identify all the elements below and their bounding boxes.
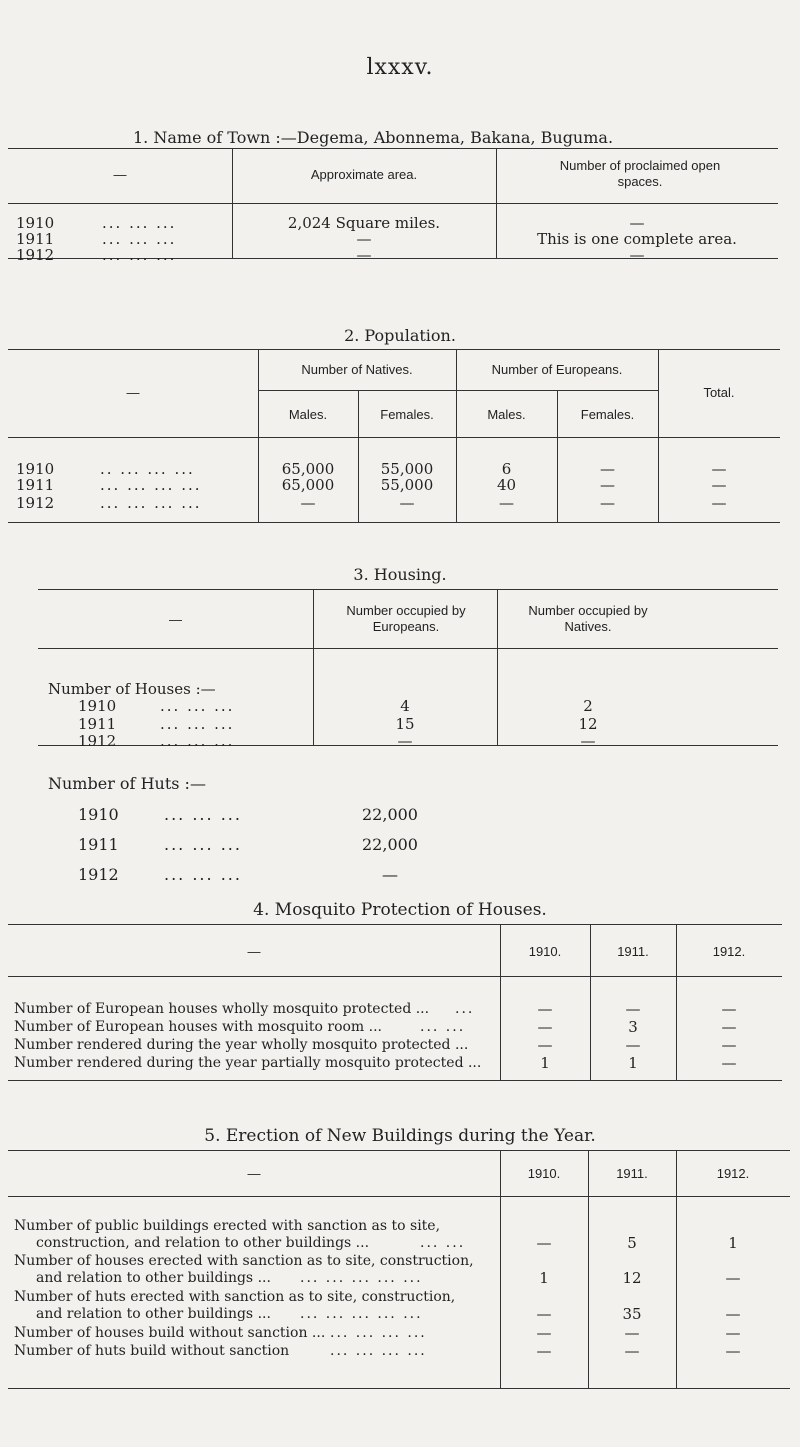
s3-natives: 2 xyxy=(583,697,593,715)
s2-header-blank: — xyxy=(126,385,140,400)
s4-value-1912: — xyxy=(721,1036,737,1054)
s4-row-label: Number of European houses with mosquito room ... xyxy=(14,1019,383,1035)
s2-year: 1910 xyxy=(16,460,55,478)
s3-huts-label: Number of Huts :— xyxy=(48,774,206,793)
huts-value: 22,000 xyxy=(362,835,418,854)
s5-row-label-line1: Number of huts erected with sanction as to site, construction, xyxy=(14,1289,456,1305)
s2-european-females: — xyxy=(600,476,615,494)
s3-top-rule xyxy=(38,589,778,590)
huts-year: 1911 xyxy=(78,835,119,854)
s3-header-rule xyxy=(38,648,778,649)
s4-value-1911: — xyxy=(625,1036,641,1054)
s4-value-1911: 3 xyxy=(628,1018,638,1036)
s4-value-1910: — xyxy=(537,1036,553,1054)
s2-native-males: 65,000 xyxy=(281,460,335,478)
s5-value-1911: — xyxy=(624,1324,640,1342)
s2-subheader-rule xyxy=(258,390,658,391)
s4-value-1910: — xyxy=(537,1018,553,1036)
s5-leader-dots: ... ... xyxy=(420,1235,466,1251)
s5-row-label-line2: and relation to other buildings ... xyxy=(36,1270,271,1286)
s4-row-label: Number of European houses wholly mosquito protected ... xyxy=(14,1001,430,1017)
s2-european-males: 40 xyxy=(496,476,517,494)
s4-row-label: Number rendered during the year wholly mosquito protected ... xyxy=(14,1037,469,1053)
s1-spaces: — xyxy=(629,246,645,264)
s4-value-1912: — xyxy=(721,1054,737,1072)
s1-spaces: — xyxy=(629,214,645,232)
s4-value-1911: 1 xyxy=(628,1054,638,1072)
s1-leader-dots: ... ... ... xyxy=(102,246,177,264)
s5-header-1910: 1910. xyxy=(527,1166,561,1181)
s5-value-1912: — xyxy=(725,1305,741,1323)
s3-year: 1912 xyxy=(78,732,117,750)
s2-header-native-females: Females. xyxy=(380,407,434,422)
s5-value-1912: — xyxy=(725,1342,741,1360)
huts-value: — xyxy=(382,865,398,884)
s3-year: 1910 xyxy=(78,697,117,715)
s5-value-1912: — xyxy=(725,1269,741,1287)
s5-value-1910: — xyxy=(536,1324,552,1342)
s2-header-native-males: Males. xyxy=(288,407,328,422)
s3-leader-dots: ... ... ... xyxy=(160,732,235,750)
s4-value-1910: 1 xyxy=(540,1054,550,1072)
s4-header-1911: 1911. xyxy=(617,944,649,959)
s1-area: 2,024 Square miles. xyxy=(287,214,441,232)
page-number: lxxxv. xyxy=(366,55,434,80)
s5-value-1910: — xyxy=(536,1234,552,1252)
s4-bottom-rule xyxy=(8,1080,782,1081)
s4-header-1912: 1912. xyxy=(712,944,746,959)
huts-leader-dots: ... ... ... xyxy=(164,865,242,884)
s1-header-area: Approximate area. xyxy=(310,167,418,182)
s3-houses-label: Number of Houses :— xyxy=(48,680,216,698)
s5-value-1911: 5 xyxy=(627,1234,637,1252)
s4-value-1912: — xyxy=(721,1018,737,1036)
huts-leader-dots: ... ... ... xyxy=(164,835,242,854)
s5-row-label-line2: and relation to other buildings ... xyxy=(36,1306,271,1322)
s2-native-females: 55,000 xyxy=(380,476,434,494)
s3-leader-dots: ... ... ... xyxy=(160,715,235,733)
s5-row-label-line1: Number of public buildings erected with sanction as to site, xyxy=(14,1218,441,1234)
section2-title: 2. Population. xyxy=(344,326,456,345)
s3-leader-dots: ... ... ... xyxy=(160,697,235,715)
s2-header-european-females: Females. xyxy=(580,407,635,422)
s5-row-label-line1: Number of houses erected with sanction as to site, construction, xyxy=(14,1253,474,1269)
s5-value-1910: — xyxy=(536,1342,552,1360)
s1-area: — xyxy=(356,246,372,264)
s3-year: 1911 xyxy=(78,715,117,733)
s1-leader-dots: ... ... ... xyxy=(102,230,177,248)
s5-value-1911: 12 xyxy=(622,1269,642,1287)
huts-year: 1910 xyxy=(78,805,119,824)
s2-header-rule xyxy=(8,437,780,438)
s2-header-total: Total. xyxy=(703,385,735,400)
s2-header-europeans: Number of Europeans. xyxy=(491,362,623,377)
s5-leader-dots: ... ... ... ... ... xyxy=(300,1270,423,1286)
s3-header-blank: — xyxy=(169,612,182,627)
s3-header-natives: Number occupied by Natives. xyxy=(528,603,648,634)
s1-area: — xyxy=(356,230,372,248)
s5-value-1910: — xyxy=(536,1305,552,1323)
s5-value-1912: 1 xyxy=(728,1234,738,1252)
s4-header-1910: 1910. xyxy=(528,944,562,959)
s2-european-females: — xyxy=(600,494,615,512)
s2-native-males: — xyxy=(300,494,316,512)
s5-leader-dots: ... ... ... ... xyxy=(330,1325,427,1341)
s1-spaces: This is one complete area. xyxy=(537,230,737,248)
s2-total: — xyxy=(711,476,727,494)
s4-top-rule xyxy=(8,924,782,925)
s5-row-label-line2: construction, and relation to other buildings ... xyxy=(36,1235,370,1251)
s1-header-open-spaces: Number of proclaimed open spaces. xyxy=(559,158,721,189)
s4-header-blank: — xyxy=(247,944,261,959)
s1-leader-dots: ... ... ... xyxy=(102,214,177,232)
s2-header-natives: Number of Natives. xyxy=(301,362,413,377)
huts-value: 22,000 xyxy=(362,805,418,824)
s5-leader-dots: ... ... ... ... ... xyxy=(300,1306,423,1322)
s4-value-1912: — xyxy=(721,1000,737,1018)
s3-europeans: 4 xyxy=(400,697,410,715)
s2-total: — xyxy=(711,460,727,478)
s1-year: 1911 xyxy=(16,230,55,248)
s2-bottom-rule xyxy=(8,522,780,523)
s2-european-males: — xyxy=(499,494,514,512)
s2-european-females: — xyxy=(600,460,615,478)
section5-title: 5. Erection of New Buildings during the Year. xyxy=(204,1126,596,1146)
s1-header-rule xyxy=(8,203,778,204)
s5-value-1912: — xyxy=(725,1324,741,1342)
s2-leader-dots: ... ... ... ... xyxy=(100,476,202,494)
s4-value-1911: — xyxy=(625,1000,641,1018)
huts-leader-dots: ... ... ... xyxy=(164,805,242,824)
huts-year: 1912 xyxy=(78,865,119,884)
s4-row-label: Number rendered during the year partially mosquito protected ... xyxy=(14,1055,482,1071)
s5-header-rule xyxy=(8,1196,790,1197)
s3-europeans: 15 xyxy=(395,715,415,733)
s1-top-rule xyxy=(8,148,778,149)
section4-title: 4. Mosquito Protection of Houses. xyxy=(253,900,547,920)
s4-header-rule xyxy=(8,976,782,977)
section3-title: 3. Housing. xyxy=(353,565,447,584)
s5-top-rule xyxy=(8,1150,790,1151)
s1-year: 1910 xyxy=(16,214,55,232)
s5-header-1911: 1911. xyxy=(616,1166,648,1181)
s5-value-1911: 35 xyxy=(622,1305,642,1323)
s2-total: — xyxy=(711,494,727,512)
s4-leader-dots: ... xyxy=(455,1001,475,1017)
s2-european-males: 6 xyxy=(501,460,512,478)
s5-header-blank: — xyxy=(247,1166,261,1181)
s2-header-european-males: Males. xyxy=(487,407,526,422)
s2-year: 1912 xyxy=(16,494,55,512)
s2-leader-dots: ... ... ... ... xyxy=(100,494,202,512)
s3-header-europeans: Number occupied by Europeans. xyxy=(346,603,466,634)
s2-leader-dots: .. ... ... ... xyxy=(100,460,195,478)
s3-natives: — xyxy=(580,732,596,750)
s4-value-1910: — xyxy=(537,1000,553,1018)
s5-leader-dots: ... ... ... ... xyxy=(330,1343,427,1359)
s5-value-1910: 1 xyxy=(539,1269,549,1287)
s2-top-rule xyxy=(8,349,780,350)
s5-row-label-line1: Number of houses build without sanction ... xyxy=(14,1325,326,1341)
s5-value-1911: — xyxy=(624,1342,640,1360)
s3-europeans: — xyxy=(397,732,413,750)
section1-title: 1. Name of Town :—Degema, Abonnema, Bakana, Buguma. xyxy=(133,128,614,147)
s5-row-label-line1: Number of huts build without sanction xyxy=(14,1343,290,1359)
s4-leader-dots: ... ... xyxy=(420,1019,466,1035)
s3-natives: 12 xyxy=(578,715,598,733)
s5-header-1912: 1912. xyxy=(716,1166,750,1181)
s5-bottom-rule xyxy=(8,1388,790,1389)
s2-year: 1911 xyxy=(16,476,55,494)
s2-native-females: — xyxy=(399,494,415,512)
s2-native-males: 65,000 xyxy=(281,476,335,494)
s2-native-females: 55,000 xyxy=(380,460,434,478)
s1-year: 1912 xyxy=(16,246,55,264)
s1-header-blank: — xyxy=(113,167,127,182)
